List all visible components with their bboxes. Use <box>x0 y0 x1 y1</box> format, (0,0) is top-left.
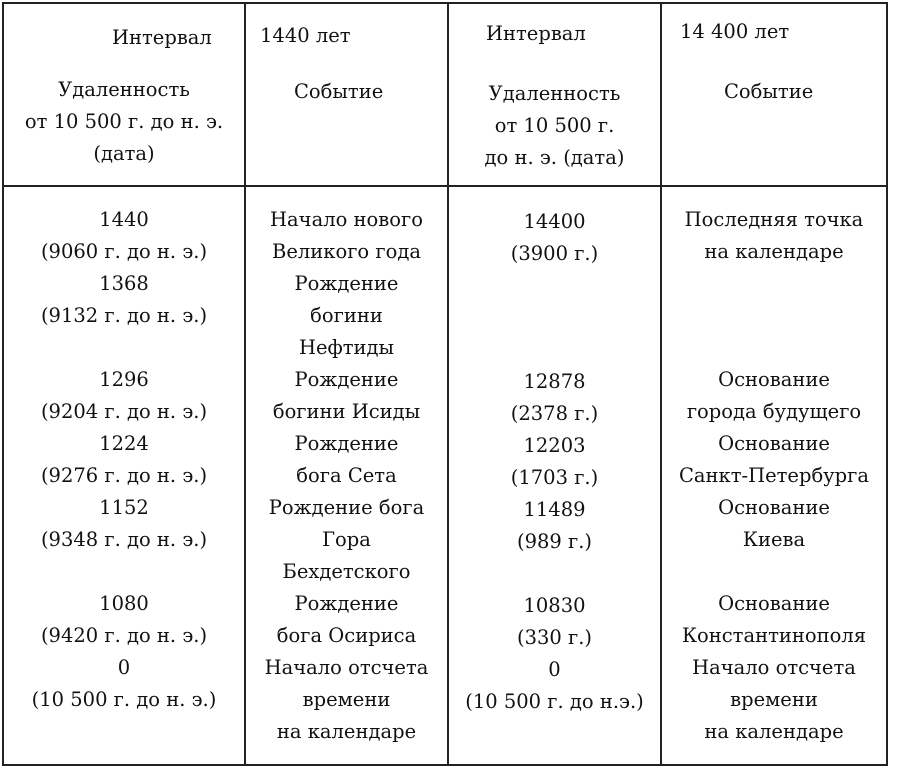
col1-row-12 <box>4 556 244 588</box>
col2-row-2: Великого года <box>272 240 421 263</box>
col4-row-10: Основание <box>718 496 830 519</box>
col2-row-4: богини <box>310 304 383 327</box>
col3-row-13: 10830 <box>523 594 586 617</box>
col1-row-1: 1440 <box>99 208 149 231</box>
col3-row-8: 12203 <box>523 434 586 457</box>
col1-row-15: 0 <box>117 656 131 679</box>
col1-row-6: 1296 <box>99 368 149 391</box>
col2-row-17: на календаре <box>276 720 417 743</box>
event-column-14400 <box>662 204 886 748</box>
col4-row-16: времени <box>730 688 818 711</box>
col2-row-10: Рождение бога <box>268 496 425 519</box>
col1-row-7: (9204 г. до н. э.) <box>40 400 208 423</box>
event-column-1440 <box>246 204 447 748</box>
distance-label-col3-line3: до н. э. (дата) <box>484 146 625 169</box>
col2-row-7: богини Исиды <box>272 400 421 423</box>
col3-row-15: 0 <box>548 658 561 681</box>
col4-row-17: на календаре <box>704 720 844 743</box>
col1-row-5 <box>4 332 244 364</box>
col1-row-9: (9276 г. до н. э.) <box>40 464 208 487</box>
col4-row-15: Начало отсчета <box>692 656 856 679</box>
col4-row-11: Киева <box>742 528 806 551</box>
col4-row-1: Последняя точка <box>684 208 864 231</box>
col4-row-8: Основание <box>718 432 830 455</box>
col1-row-13: 1080 <box>99 592 149 615</box>
interval-label-col1: Интервал <box>112 26 212 49</box>
col2-row-1: Начало нового <box>270 208 423 231</box>
col2-row-14: бога Осириса <box>276 624 417 647</box>
col4-row-5 <box>662 332 886 364</box>
col3-row-6: 12878 <box>523 370 586 393</box>
col3-row-12 <box>449 558 660 590</box>
col1-row-8: 1224 <box>99 432 149 455</box>
interval-value-2: 14 400 лет <box>680 20 790 43</box>
col3-row-14: (330 г.) <box>516 626 593 649</box>
col2-row-11: Гора <box>322 528 371 551</box>
col4-row-14: Константинополя <box>681 624 867 647</box>
col1-row-11: (9348 г. до н. э.) <box>40 528 208 551</box>
col4-row-13: Основание <box>718 592 830 615</box>
col3-row-1: 14400 <box>523 210 586 233</box>
interval-value-1: 1440 лет <box>260 24 351 47</box>
col2-row-15: Начало отсчета <box>264 656 429 679</box>
col4-row-2: на календаре <box>704 240 844 263</box>
event-label-col4: Событие <box>724 80 814 103</box>
col2-row-16: времени <box>302 688 391 711</box>
distance-column-1440 <box>4 204 244 716</box>
col3-row-11: (989 г.) <box>516 530 593 553</box>
col1-row-4: (9132 г. до н. э.) <box>40 304 208 327</box>
col4-row-12 <box>662 556 886 588</box>
col2-row-6: Рождение <box>294 368 399 391</box>
col3-row-3 <box>449 270 660 302</box>
distance-label-col3-line2: от 10 500 г. <box>494 114 615 137</box>
distance-label-col1 <box>4 74 244 170</box>
distance-column-14400 <box>449 206 660 718</box>
col2-row-9: бога Сета <box>296 464 397 487</box>
col3-row-5 <box>449 334 660 366</box>
table-border-top <box>2 2 888 4</box>
col1-row-10: 1152 <box>99 496 149 519</box>
col4-row-6: Основание <box>718 368 830 391</box>
col2-row-8: Рождение <box>294 432 399 455</box>
col2-row-13: Рождение <box>294 592 399 615</box>
col1-row-16: (10 500 г. до н. э.) <box>31 688 217 711</box>
table-border-bottom <box>2 764 888 766</box>
col3-row-2: (3900 г.) <box>510 242 599 265</box>
col4-row-9: Санкт-Петербурга <box>678 464 869 487</box>
distance-label-col3 <box>449 78 660 174</box>
col2-row-12: Бехдетского <box>282 560 411 583</box>
col3-row-16: (10 500 г. до н.э.) <box>465 690 644 713</box>
col3-row-10: 11489 <box>523 498 586 521</box>
table-border-right <box>886 2 888 766</box>
distance-label-col1-line3: (дата) <box>93 142 155 165</box>
col4-row-4 <box>662 300 886 332</box>
distance-label-col1-line2: от 10 500 г. до н. э. <box>24 110 224 133</box>
col2-row-3: Рождение <box>294 272 399 295</box>
distance-label-col1-line1: Удаленность <box>58 78 190 101</box>
header-divider <box>2 185 888 187</box>
col2-row-5: Нефтиды <box>298 336 395 359</box>
col4-row-7: города будущего <box>686 400 862 423</box>
col3-row-9: (1703 г.) <box>510 466 599 489</box>
col1-row-3: 1368 <box>99 272 149 295</box>
col3-row-4 <box>449 302 660 334</box>
event-label-col2: Событие <box>294 80 384 103</box>
col3-row-7: (2378 г.) <box>510 402 599 425</box>
col1-row-14: (9420 г. до н. э.) <box>40 624 208 647</box>
distance-label-col3-line1: Удаленность <box>488 82 621 105</box>
col4-row-3 <box>662 268 886 300</box>
interval-label-col3: Интервал <box>486 22 586 45</box>
col1-row-2: (9060 г. до н. э.) <box>40 240 208 263</box>
